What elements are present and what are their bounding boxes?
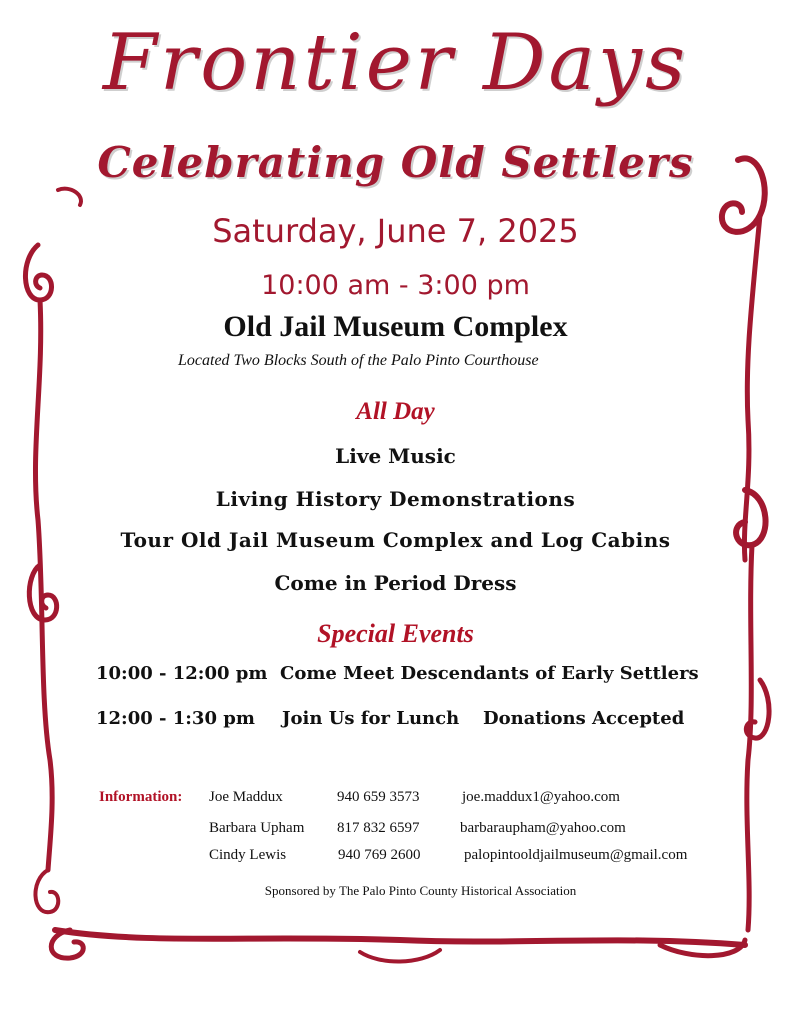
all-day-heading: All Day [356,398,435,425]
contact-name: Joe Maddux [209,789,283,805]
special-events-heading: Special Events [317,619,474,648]
event-time-slot: 12:00 - 1:30 pm [96,708,255,729]
event-description: Join Us for Lunch [282,708,460,729]
information-label: Information: [99,789,183,805]
event-date: Saturday, June 7, 2025 [212,212,579,250]
all-day-item: Living History Demonstrations [215,487,576,511]
contact-phone: 817 832 6597 [337,820,420,836]
event-description: Come Meet Descendants of Early Settlers [280,663,699,684]
contact-name: Barbara Upham [209,820,305,836]
all-day-item: Live Music [335,444,456,468]
contact-phone: 940 769 2600 [338,847,421,863]
event-time-slot: 10:00 - 12:00 pm [96,663,268,684]
all-day-item: Tour Old Jail Museum Complex and Log Cabins [120,528,671,552]
event-time: 10:00 am - 3:00 pm [261,270,530,301]
event-extra-note: Donations Accepted [483,708,685,729]
contact-email[interactable]: palopintooldjailmuseum@gmail.com [464,847,688,863]
contact-email[interactable]: joe.maddux1@yahoo.com [462,789,620,805]
bottom-border-swirl [360,950,440,962]
top-left-flourish [58,189,81,205]
venue-name: Old Jail Museum Complex [223,310,568,343]
event-subtitle: Celebrating Old Settlers [97,138,694,187]
bottom-border-flourish [55,930,745,945]
contact-phone: 940 659 3573 [337,789,420,805]
event-title: Frontier Days [102,18,689,108]
sponsor-note: Sponsored by The Palo Pinto County Historical Association [264,883,577,898]
all-day-item: Come in Period Dress [274,571,517,595]
contact-name: Cindy Lewis [209,847,287,863]
venue-location: Located Two Blocks South of the Palo Pinto Courthouse [178,352,539,369]
contact-email[interactable]: barbaraupham@yahoo.com [460,820,626,836]
